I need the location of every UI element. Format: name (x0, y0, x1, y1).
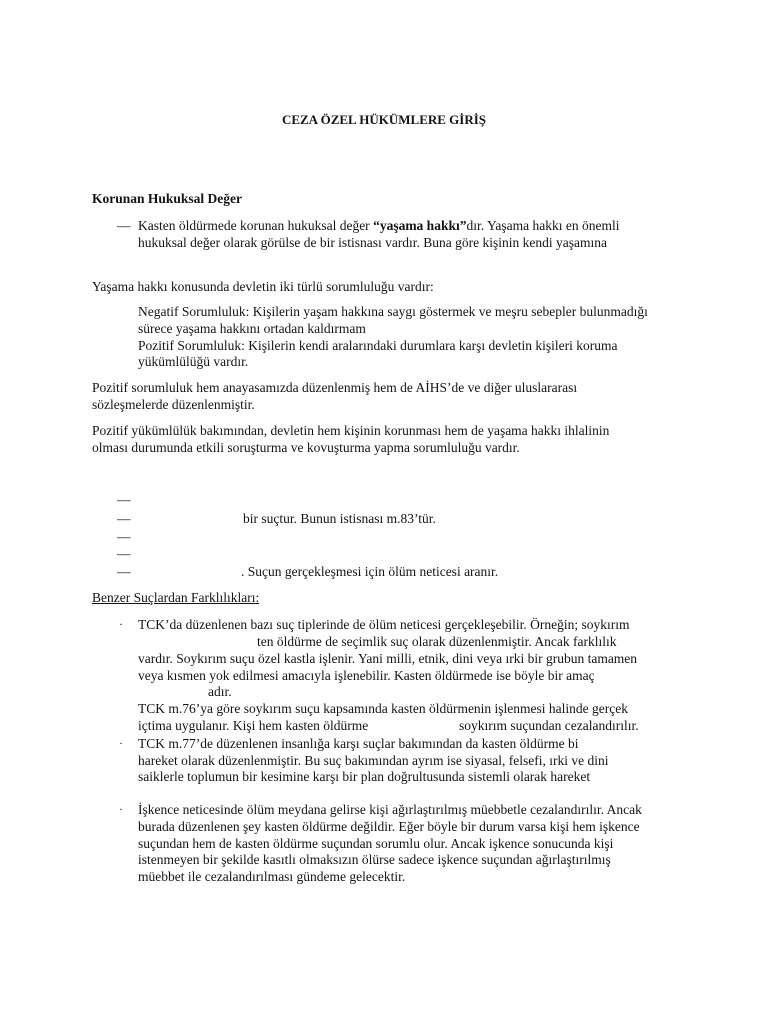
dash-marker: — (117, 511, 131, 526)
bullet-line: içtima uygulanır. Kişi hem kasten öldürme (138, 718, 369, 733)
bullet-line: vardır. Soykırım suçu özel kastla işlenir. Yani milli, etnik, dini veya ırki bir grubun tamamen (138, 651, 638, 666)
indented-line: sürece yaşama hakkını ortadan kaldırmam (138, 321, 366, 336)
dash-marker: — (117, 529, 131, 544)
section-heading-differences: Benzer Suçlardan Farklılıkları: (92, 590, 260, 605)
list-item-text: bir suçtur. Bunun istisnası m.83’tür. (243, 511, 436, 526)
bullet-line: saiklerle toplumun bir kesimine karşı bir plan doğrultusunda sistemli olarak hareket (138, 769, 591, 784)
bullet-line: ten öldürme de seçimlik suç olarak düzenlenmiştir. Ancak farklılık (257, 634, 617, 649)
bullet-line: TCK m.77’de düzenlenen insanlığa karşı suçlar bakımından da kasten öldürme bi (138, 736, 579, 751)
paragraph-line: olması durumunda etkili soruşturma ve kovuşturma yapma sorumluluğu vardır. (92, 440, 520, 455)
bullet-line: TCK’da düzenlenen bazı suç tiplerinde de ölüm neticesi gerçekleşebilir. Örneğin; soykırım (138, 617, 630, 632)
list-item-line (138, 217, 619, 234)
bullet-line: suçundan hem de kasten öldürme suçundan sorumlu olur. Ancak işkence sonucunda kişi (138, 836, 614, 851)
bullet-line: hareket olarak düzenlenmiştir. Bu suç bakımından ayrım ise siyasal, felsefi, ırki ve dini (138, 753, 609, 768)
bullet-line: istenmeyen bir şekilde kasıtlı olmaksızın ölürse sadece işkence suçundan ağırlaştırılmış (138, 852, 611, 867)
dash-marker: — (117, 546, 131, 561)
dash-marker: — (117, 218, 131, 233)
indented-line: yükümlülüğü vardır. (138, 354, 249, 369)
bullet-line: burada düzenlenen şey kasten öldürme değildir. Eğer böyle bir durum varsa kişi hem işkence (138, 819, 640, 834)
paragraph-line: Pozitif yükümlülük bakımından, devletin hem kişinin korunması hem de yaşama hakkı ihlalinin (92, 423, 610, 438)
bullet-line: adır. (208, 684, 232, 699)
bullet-line: TCK m.76’ya göre soykırım suçu kapsamında kasten öldürmenin işlenmesi halinde gerçek (138, 701, 629, 716)
bullet-line: İşkence neticesinde ölüm meydana gelirse kişi ağırlaştırılmış müebbetle cezalandırılır. Ancak (138, 802, 642, 817)
indented-line: Pozitif Sorumluluk: Kişilerin kendi aralarındaki durumlara karşı devletin kişileri koruma (138, 338, 618, 353)
text-fragment: dır. Yaşama hakkı en önemli (466, 218, 620, 233)
bullet-marker: · (119, 802, 123, 816)
list-item-line: hukuksal değer olarak görülse de bir istisnası vardır. Buna göre kişinin kendi yaşamına (138, 235, 608, 250)
bullet-marker: · (119, 736, 123, 750)
dash-marker: — (117, 564, 131, 579)
bullet-line: soykırım suçundan cezalandırılır. (459, 718, 639, 733)
bullet-marker: · (119, 617, 123, 631)
bold-term: “yaşama hakkı” (373, 218, 467, 233)
bullet-line: müebbet ile cezalandırılması gündeme gelecektir. (138, 869, 406, 884)
text-fragment: Kasten öldürmede korunan hukuksal değer (138, 218, 374, 233)
dash-marker: — (117, 492, 131, 507)
document-title: CEZA ÖZEL HÜKÜMLERE GİRİŞ (281, 112, 487, 127)
indented-line: Negatif Sorumluluk: Kişilerin yaşam hakkına saygı göstermek ve meşru sebepler bulunmadığı (138, 304, 648, 319)
paragraph-line: sözleşmelerde düzenlenmiştir. (92, 397, 255, 412)
list-item-text: . Suçun gerçekleşmesi için ölüm neticesi aranır. (241, 564, 499, 579)
section-heading-protected-interest: Korunan Hukuksal Değer (92, 191, 243, 206)
paragraph-line: Yaşama hakkı konusunda devletin iki türlü sorumluluğu vardır: (92, 279, 434, 294)
paragraph-line: Pozitif sorumluluk hem anayasamızda düzenlenmiş hem de AİHS’de ve diğer uluslararası (92, 380, 578, 395)
bullet-line: veya kısmen yok edilmesi amacıyla işlenebilir. Kasten öldürmede ise böyle bir amaç (138, 668, 595, 683)
